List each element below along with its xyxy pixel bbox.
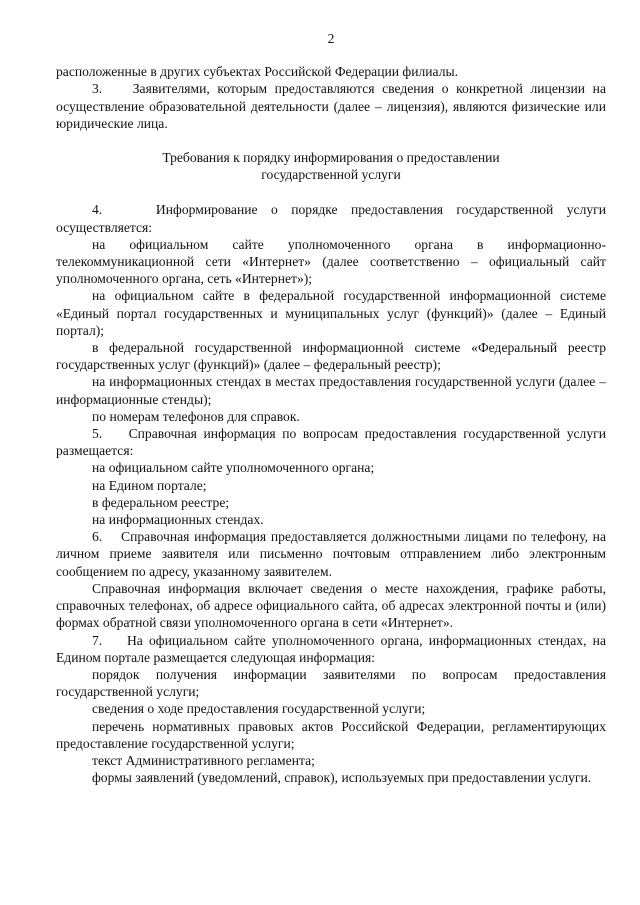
section-heading-line: Требования к порядку информирования о предоставлении (162, 150, 500, 166)
paragraph: 4. Информирование о порядке предоставления государственной услуги осуществляется: (56, 202, 606, 235)
section-heading-line: государственной услуги (261, 167, 401, 183)
paragraph: на официальном сайте в федеральной государственной информационной системе «Единый портал государственных и муниципальных услуг (функций)» (далее – Единый портал); (56, 288, 606, 338)
paragraph: порядок получения информации заявителями по вопросам предоставления государственной услуги; (56, 666, 606, 700)
paragraph: 5. Справочная информация по вопросам предоставления государственной услуги размещается: (56, 426, 606, 459)
paragraph: формы заявлений (уведомлений, справок), используемых при предоставлении услуги. (92, 770, 592, 786)
paragraph: на информационных стендах. (92, 512, 264, 528)
paragraph: в федеральном реестре; (92, 494, 230, 510)
paragraph: Справочная информация включает сведения о месте нахождения, графике работы, справочных телефонах, об адресе официального сайта, об адресах электронной почты и (или) формах обратной связи уполномоченного органа в сети «Интернет». (56, 580, 606, 631)
paragraph: на официальном сайте уполномоченного органа в информационно-телекоммуникационной сети «Интернет» (далее соответственно – официальный сайт уполномоченного органа, сеть «Интернет»); (56, 236, 606, 287)
document-page (56, 30, 606, 786)
paragraph: перечень нормативных правовых актов Российской Федерации, регламентирующих предоставление государственной услуги; (56, 718, 606, 751)
paragraph: в федеральной государственной информационной системе «Федеральный реестр государственных услуг (функций)» (далее – федеральный реестр); (56, 340, 606, 373)
paragraph: на Едином портале; (92, 477, 207, 493)
paragraph: на официальном сайте уполномоченного органа; (92, 460, 375, 476)
paragraph: сведения о ходе предоставления государственной услуги; (92, 701, 426, 717)
page-number: 2 (327, 31, 335, 46)
paragraph: 3. Заявителями, которым предоставляются сведения о конкретной лицензии на осуществление образовательной деятельности (далее – лицензия), являются физические или юридические лица. (56, 81, 606, 131)
section-heading (56, 149, 606, 183)
paragraph: 6. Справочная информация предоставляется должностными лицами по телефону, на личном приеме заявителя или письменно почтовым отправлением либо электронным сообщением по адресу, указанному заявителем. (56, 529, 606, 579)
paragraph: на информационных стендах в местах предоставления государственной услуги (далее – информационные стенды); (56, 374, 606, 407)
paragraph: по номерам телефонов для справок. (92, 408, 300, 424)
paragraph: текст Административного регламента; (92, 752, 315, 768)
paragraph: расположенные в других субъектах Российской Федерации филиалы. (56, 64, 459, 80)
paragraph: 7. На официальном сайте уполномоченного органа, информационных стендах, на Едином портале размещается следующая информация: (56, 632, 606, 665)
